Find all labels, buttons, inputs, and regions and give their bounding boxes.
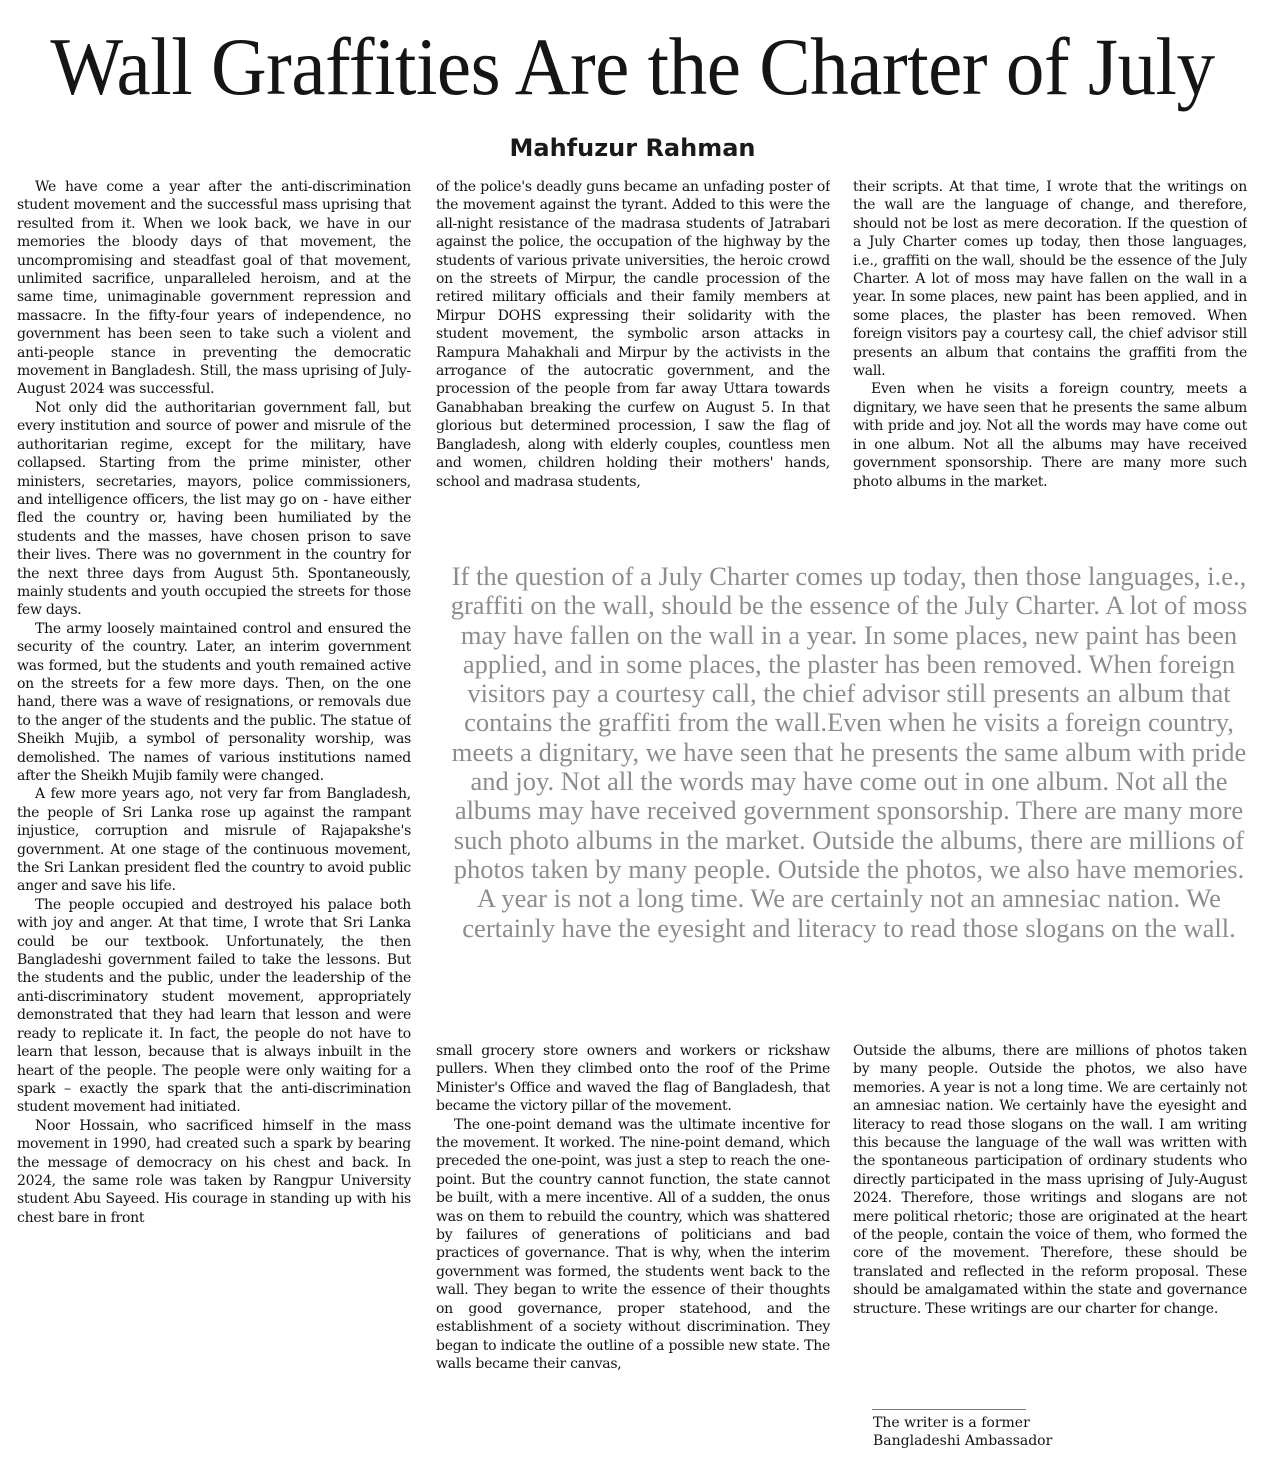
paragraph: Outside the albums, there are millions of photos taken by many people. Outside the photos, we also have memories. A year is not a long time. We are certainly not an amnesiac nation. We certainly have the eyesight and literacy to read those slogans on the wall. I am writing this because the language of the wall was written with the spontaneous participation of ordinary students who directly participated in the mass uprising of July-August 2024. Therefore, those writings and slogans are not mere political rhetoric; those are originated at the heart of the people, contain the voice of them, who formed the core of the movement. Therefore, these should be translated and reflected in the reform proposal. These should be amalgamated within the state and governance structure. These writings are our charter for change. [853,1043,1247,1317]
column-2-top [436,178,830,556]
paragraph: The army loosely maintained control and ensured the security of the country. Later, an interim government was formed, but the students and youth remained active on the streets for a few more days. Then, on the one hand, there was a wave of resignations, or removals due to the anger of the students and the public. The statue of Sheikh Mujib, a symbol of personality worship, was demolished. The names of various institutions named after the Sheikh Mujib family were changed. [17,620,411,784]
author-note-line: The writer is a former [873,1415,1030,1431]
pull-quote: If the question of a July Charter comes up today, then those languages, i.e., graffiti on the wall, should be the essence of the July Charter. A lot of moss may have fallen on the wall in a year. In some places, new paint has been applied, and in some places, the plaster has been removed. When foreign visitors pay a courtesy call, the chief advisor still presents an album that contains the graffiti from the wall.Even when he visits a foreign country, meets a dignitary, we have seen that he presents the same album with pride and joy. Not all the words may have come out in one album. Not all the albums may have received government sponsorship. There are many more such photo albums in the market. Outside the albums, there are millions of photos taken by many people. Outside the photos, we also have memories. A year is not a long time. We are certainly not an amnesiac nation. We certainly have the eyesight and literacy to read those slogans on the wall. [450,562,1248,943]
paragraph: Not only did the authoritarian government fall, but every institution and source of power and misrule of the authoritarian regime, except for the military, have collapsed. Starting from the prime minister, other ministers, secretaries, mayors, police commissioners, and intelligence officers, the list may go on - have either fled the country or, having been humiliated by the students and the masses, have chosen prison to save their lives. There was no government in the country for the next three days from August 5th. Spontaneously, mainly students and youth occupied the streets for those few days. [17,399,411,619]
author-note [873,1414,1173,1451]
paragraph: Even when he visits a foreign country, meets a dignitary, we have seen that he presents the same album with pride and joy. Not all the words may have come out in one album. Not all the albums may have received government sponsorship. There are many more such photo albums in the market. [853,381,1247,490]
headline: Wall Graffities Are the Charter of July [50,21,1215,112]
paragraph: of the police's deadly guns became an unfading poster of the movement against the tyrant. Added to this were the all-night resistance of the madrasa students of Jatrabari against the police, the occupation of the highway by the students of various private universities, the heroic crowd on the streets of Mirpur, the candle procession of the retired military officials and their family members at Mirpur DOHS expressing their solidarity with the student movement, the symbolic arson attacks in Rampura Mahakhali and Mirpur by the activists in the arrogance of the autocratic government, and the procession of the people from far away Uttara towards Ganabhaban breaking the curfew on August 5. In that glorious but determined procession, I saw the flag of Bangladesh, along with elderly couples, countless men and women, children holding their mothers' hands, school and madrasa students, [436,179,830,490]
author-note-divider [872,1409,1026,1410]
column-2-bottom [436,1042,830,1460]
column-3-top [853,178,1247,556]
paragraph: their scripts. At that time, I wrote that the writings on the wall are the language of change, and therefore, should not be lost as mere decoration. If the question of a July Charter comes up today, then those languages, i.e., graffiti on the wall, should be the essence of the July Charter. A lot of moss may have fallen on the wall in a year. In some places, new paint has been applied, and in some places, the plaster has been removed. When foreign visitors pay a courtesy call, the chief advisor still presents an album that contains the graffiti from the wall. [853,179,1247,380]
column-3-bottom [853,1042,1247,1387]
author-note-line: Bangladeshi Ambassador [873,1433,1053,1450]
paragraph: small grocery store owners and workers or rickshaw pullers. When they climbed onto the roof of the Prime Minister's Office and waved the flag of Bangladesh, that became the victory pillar of the movement. [436,1043,830,1115]
paragraph: We have come a year after the anti-discrimination student movement and the successful mass uprising that resulted from it. When we look back, we have in our memories the bloody days of that movement, the uncompromising and steadfast goal of that movement, unlimited sacrifice, unparalleled heroism, and at the same time, unimaginable government repression and massacre. In the fifty-four years of independence, no government has been seen to take such a violent and anti-people stance in preventing the democratic movement in Bangladesh. Still, the mass uprising of July-August 2024 was successful. [17,179,411,398]
column-1 [17,178,411,1460]
paragraph: The one-point demand was the ultimate incentive for the movement. It worked. The nine-point demand, which preceded the one-point, was just a step to reach the one-point. But the country cannot function, the state cannot be built, with a mere incentive. All of a sudden, the onus was on them to rebuild the country, which was shattered by failures of generations of politicians and bad practices of governance. That is why, when the interim government was formed, the students went back to the wall. They began to write the essence of their thoughts on good governance, proper statehood, and the establishment of a society without discrimination. They began to indicate the outline of a possible new state. The walls became their canvas, [436,1116,830,1372]
author-byline: Mahfuzur Rahman [509,134,756,162]
paragraph: Noor Hossain, who sacrificed himself in the mass movement in 1990, had created such a spark by bearing the message of democracy on his chest and back. In 2024, the same role was taken by Rangpur University student Abu Sayeed. His courage in standing up with his chest bare in front [17,1117,411,1226]
paragraph: A few more years ago, not very far from Bangladesh, the people of Sri Lanka rose up against the rampant injustice, corruption and misrule of Rajapakshe's government. At one stage of the continuous movement, the Sri Lankan president fled the country to avoid public anger and save his life. [17,786,411,895]
paragraph: The people occupied and destroyed his palace both with joy and anger. At that time, I wrote that Sri Lanka could be our textbook. Unfortunately, the then Bangladeshi government failed to take the lessons. But the students and the public, under the leadership of the anti-discriminatory student movement, appropriately demonstrated that they had learn that lesson and were ready to replicate it. In fact, the people do not have to learn that lesson, because that is always inbuilt in the heart of the people. The people were only waiting for a spark – exactly the spark that the anti-discrimination student movement had initiated. [17,896,411,1116]
